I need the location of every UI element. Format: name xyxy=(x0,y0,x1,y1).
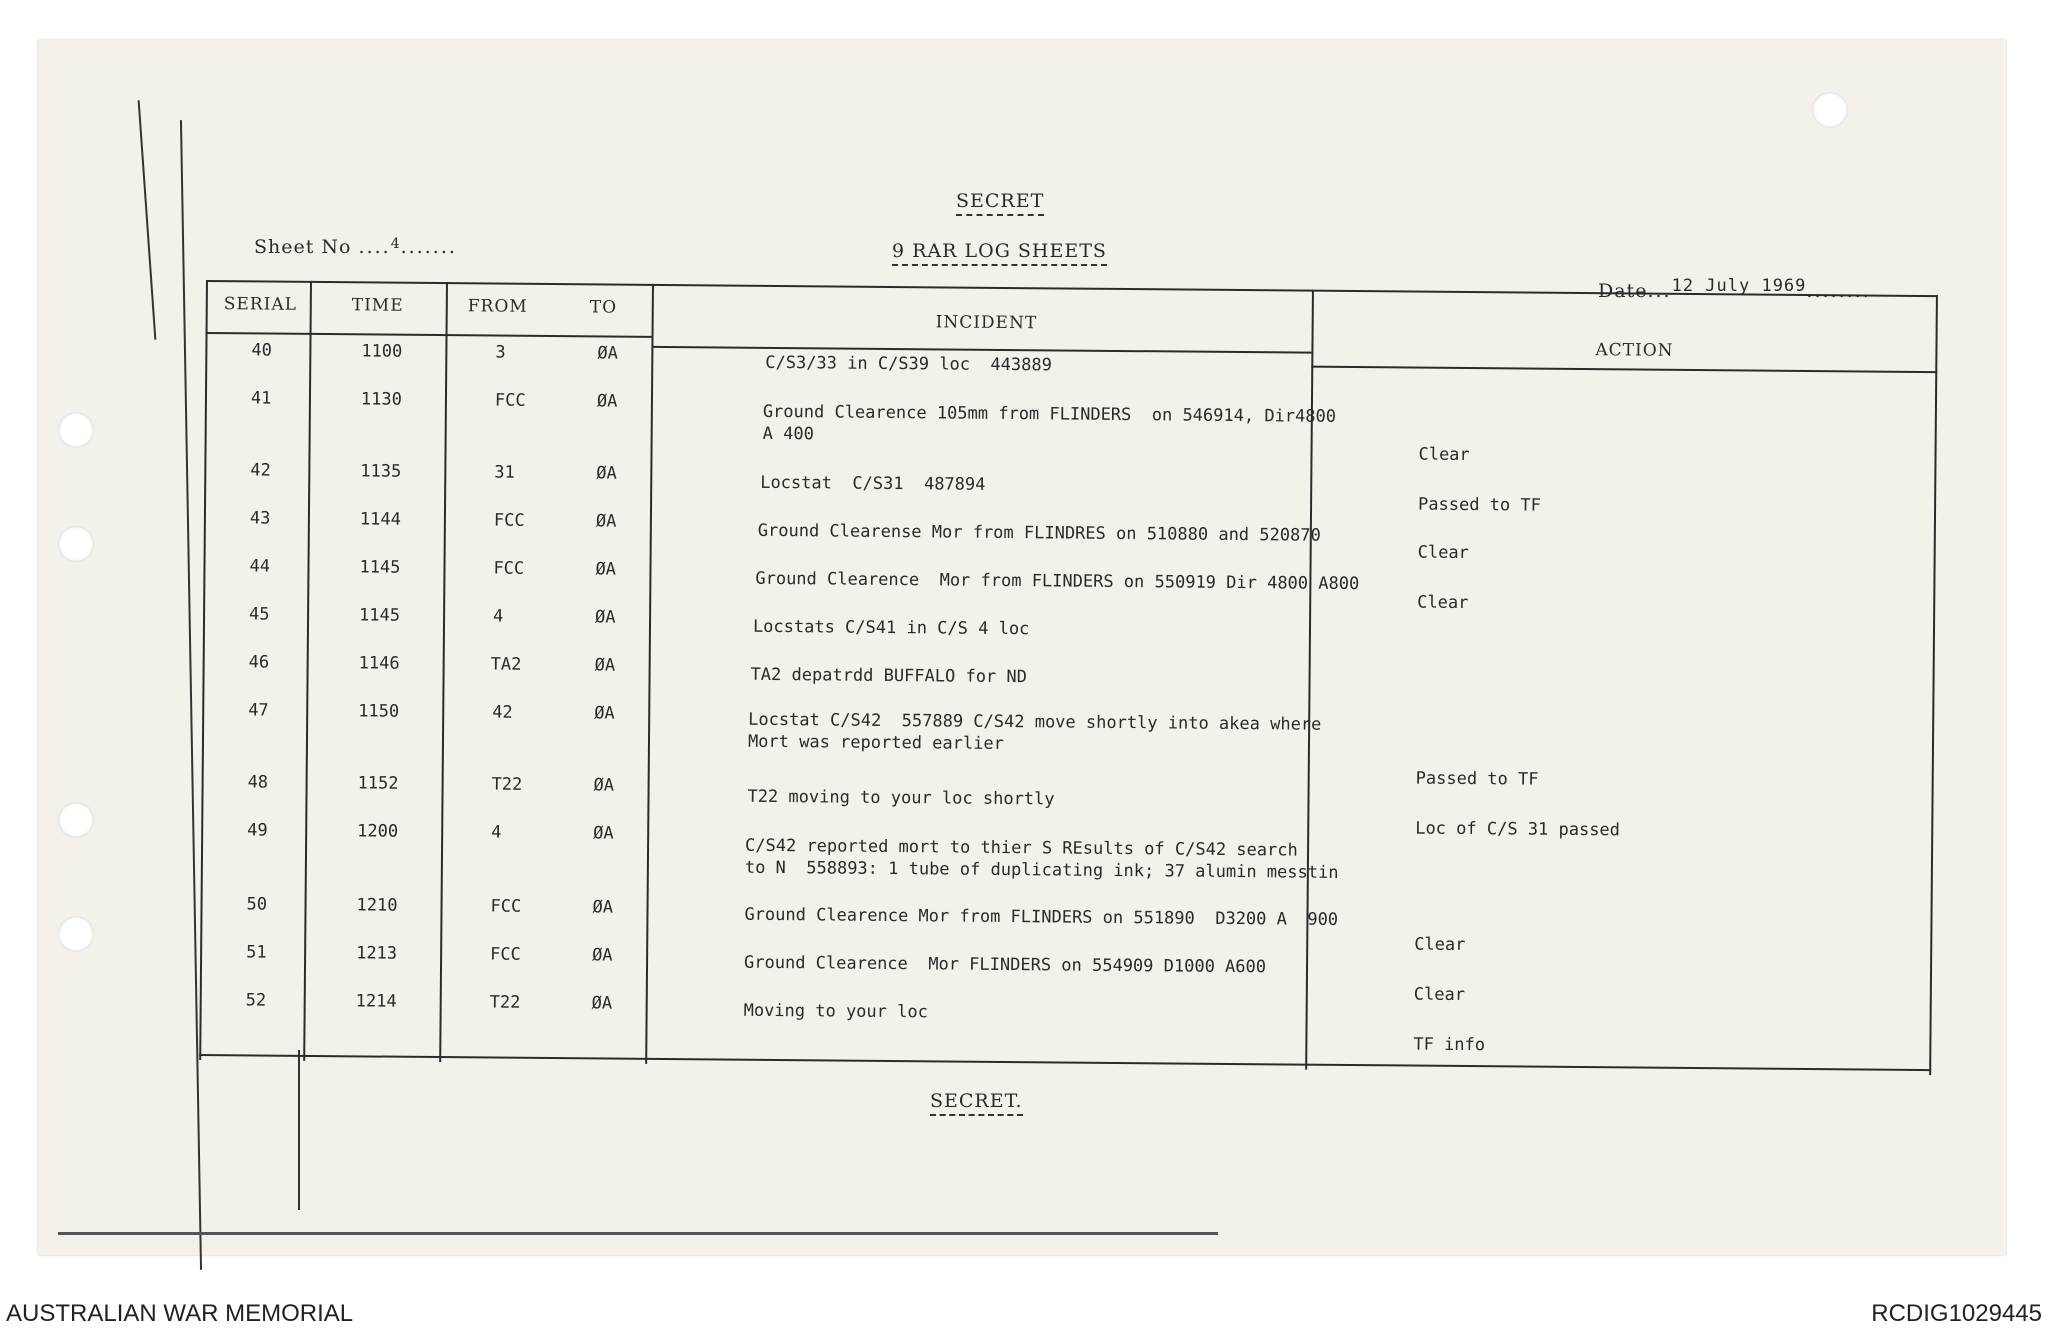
to-cell: ØA xyxy=(592,897,614,918)
action-entry: Passed to TF xyxy=(1417,494,1541,516)
to-cell: ØA xyxy=(592,945,613,966)
action-entry: Loc of C/S 31 passed xyxy=(1415,818,1621,841)
punch-hole xyxy=(58,916,94,952)
to-cell: ØA xyxy=(594,607,616,628)
table-row xyxy=(203,652,1935,688)
punch-hole xyxy=(58,526,94,562)
to-cell: ØA xyxy=(591,993,613,1014)
from-cell: FCC xyxy=(494,390,526,411)
incident-cell: C/S42 reported mort to thier S REsults of C/S42 search to N 558893: 1 tube of duplicating ink; 37 alumin messtin xyxy=(744,835,1339,883)
border-right xyxy=(1929,295,1938,1075)
col-incident-header: INCIDENT xyxy=(935,312,1038,334)
action-entry: Clear xyxy=(1417,542,1469,564)
serial-cell: 52 xyxy=(245,990,267,1011)
incident-cell: Locstats C/S41 in C/S 4 loc xyxy=(752,616,1030,640)
to-cell: ØA xyxy=(594,703,615,724)
time-cell: 1144 xyxy=(359,509,401,530)
from-cell: TA2 xyxy=(490,654,522,675)
date-field: Date...12 July 1969........ xyxy=(1598,276,1871,302)
time-cell: 1150 xyxy=(358,701,400,722)
from-cell: 42 xyxy=(492,702,513,723)
table-row xyxy=(205,340,1937,376)
serial-cell: 48 xyxy=(247,772,269,793)
time-cell: 1135 xyxy=(360,461,402,482)
from-cell: 4 xyxy=(492,606,504,627)
time-cell: 1214 xyxy=(355,991,397,1012)
punch-hole xyxy=(1812,92,1848,128)
serial-cell: 41 xyxy=(250,388,272,409)
serial-cell: 45 xyxy=(248,604,270,625)
time-cell: 1145 xyxy=(358,605,401,626)
document-sheet xyxy=(38,40,2006,1255)
serial-cell: 44 xyxy=(249,556,271,577)
incident-cell: C/S3/33 in C/S39 loc 443889 xyxy=(765,352,1052,376)
action-header-rule xyxy=(1311,366,1937,373)
from-cell: 31 xyxy=(494,462,515,483)
to-cell: ØA xyxy=(595,559,617,580)
to-cell: ØA xyxy=(593,823,614,844)
action-entry: Passed to TF xyxy=(1415,768,1539,790)
table-row xyxy=(200,942,1932,978)
col-time-header: TIME xyxy=(351,295,404,316)
date-label: Date xyxy=(1598,280,1648,302)
from-cell: FCC xyxy=(490,896,522,917)
fold-line xyxy=(180,120,202,1270)
incident-cell: T22 moving to your loc shortly xyxy=(747,786,1055,810)
table-row xyxy=(205,388,1937,445)
incident-cell: Ground Clearence Mor from FLINDERS on 551890 D3200 A 900 xyxy=(744,904,1339,930)
table-row xyxy=(204,556,1936,595)
from-cell: FCC xyxy=(490,944,521,965)
punch-hole xyxy=(58,412,94,448)
table-row xyxy=(201,820,1933,883)
punch-hole xyxy=(58,802,94,838)
fold-line xyxy=(58,1232,1218,1235)
action-entry: TF info xyxy=(1413,1034,1486,1056)
col-from-header: FROM xyxy=(467,296,528,317)
document-title: 9 RAR LOG SHEETS xyxy=(892,240,1107,266)
footer-institution: AUSTRALIAN WAR MEMORIAL xyxy=(6,1300,354,1327)
from-cell: T22 xyxy=(489,992,521,1013)
sheet-number: 4 xyxy=(390,236,401,252)
table-row xyxy=(204,460,1936,495)
to-cell: ØA xyxy=(595,511,617,532)
time-cell: 1213 xyxy=(356,943,398,964)
table-row xyxy=(202,700,1934,754)
action-entry: Clear xyxy=(1414,934,1466,956)
classification-top: SECRET xyxy=(956,190,1044,216)
incident-header-rule xyxy=(651,346,1311,354)
incident-cell: Locstat C/S31 487894 xyxy=(760,472,986,495)
sheet-number-field: Sheet No ....$^4$....... xyxy=(254,236,457,258)
col-action-header: ACTION xyxy=(1595,340,1674,361)
to-cell: ØA xyxy=(597,343,618,364)
table-row xyxy=(201,894,1933,930)
serial-cell: 42 xyxy=(250,460,271,481)
fold-line xyxy=(138,100,157,340)
table-row xyxy=(202,772,1934,810)
serial-cell: 40 xyxy=(251,340,272,361)
log-table xyxy=(199,280,1938,1075)
time-cell: 1100 xyxy=(361,341,403,362)
divider-serial-time xyxy=(303,281,312,1061)
to-cell: ØA xyxy=(596,391,618,412)
time-cell: 1210 xyxy=(356,895,398,916)
col-to-header: TO xyxy=(589,297,618,318)
time-cell: 1152 xyxy=(357,773,399,794)
to-cell: ØA xyxy=(596,463,617,484)
classification-bottom: SECRET. xyxy=(930,1090,1023,1116)
divider-to-incident xyxy=(645,284,654,1064)
time-cell: 1145 xyxy=(359,557,401,578)
sheet-label: Sheet No xyxy=(254,236,352,258)
table-row xyxy=(203,604,1935,640)
action-entry: Clear xyxy=(1417,592,1469,614)
table-row xyxy=(204,508,1936,546)
from-cell: 4 xyxy=(491,822,502,843)
divider-time-from xyxy=(439,282,448,1062)
action-entry: Clear xyxy=(1418,444,1470,466)
from-cell: T22 xyxy=(491,774,523,795)
incident-cell: Ground Clearence Mor from FLINDERS on 550919 Dir 4800 A800 xyxy=(755,568,1360,595)
serial-cell: 49 xyxy=(247,820,268,841)
fold-line xyxy=(298,1050,300,1210)
serial-cell: 47 xyxy=(248,700,269,721)
time-cell: 1200 xyxy=(357,821,399,842)
action-entry: Clear xyxy=(1413,984,1466,1006)
to-cell: ØA xyxy=(593,775,615,796)
date-value: 12 July 1969 xyxy=(1671,276,1807,296)
incident-cell: Ground Clearence 105mm from FLINDERS on 546914, Dir4800 A 400 xyxy=(762,401,1337,445)
from-cell: FCC xyxy=(493,510,525,531)
time-cell: 1146 xyxy=(358,653,400,674)
incident-cell: TA2 depatrdd BUFFALO for ND xyxy=(750,664,1027,688)
incident-cell: Moving to your loc xyxy=(743,1000,928,1023)
col-serial-header: SERIAL xyxy=(223,294,298,315)
incident-cell: Ground Clearense Mor from FLINDRES on 510880 and 520870 xyxy=(757,520,1321,546)
table-bottom-border xyxy=(199,1054,1931,1071)
incident-cell: Locstat C/S42 557889 C/S42 move shortly into akea where Mort was reported earlier xyxy=(747,709,1322,754)
serial-cell: 50 xyxy=(246,894,268,915)
serial-cell: 43 xyxy=(249,508,271,529)
serial-cell: 46 xyxy=(248,652,270,673)
from-cell: 3 xyxy=(495,342,506,363)
to-cell: ØA xyxy=(594,655,616,676)
border-left xyxy=(199,280,208,1060)
from-cell: FCC xyxy=(493,558,525,579)
table-row xyxy=(200,990,1932,1023)
header-rule xyxy=(206,332,652,338)
incident-cell: Ground Clearence Mor FLINDERS on 554909 D1000 A600 xyxy=(743,952,1267,978)
time-cell: 1130 xyxy=(360,389,403,410)
footer-identifier: RCDIG1029445 xyxy=(1871,1300,2042,1327)
serial-cell: 51 xyxy=(246,942,267,963)
